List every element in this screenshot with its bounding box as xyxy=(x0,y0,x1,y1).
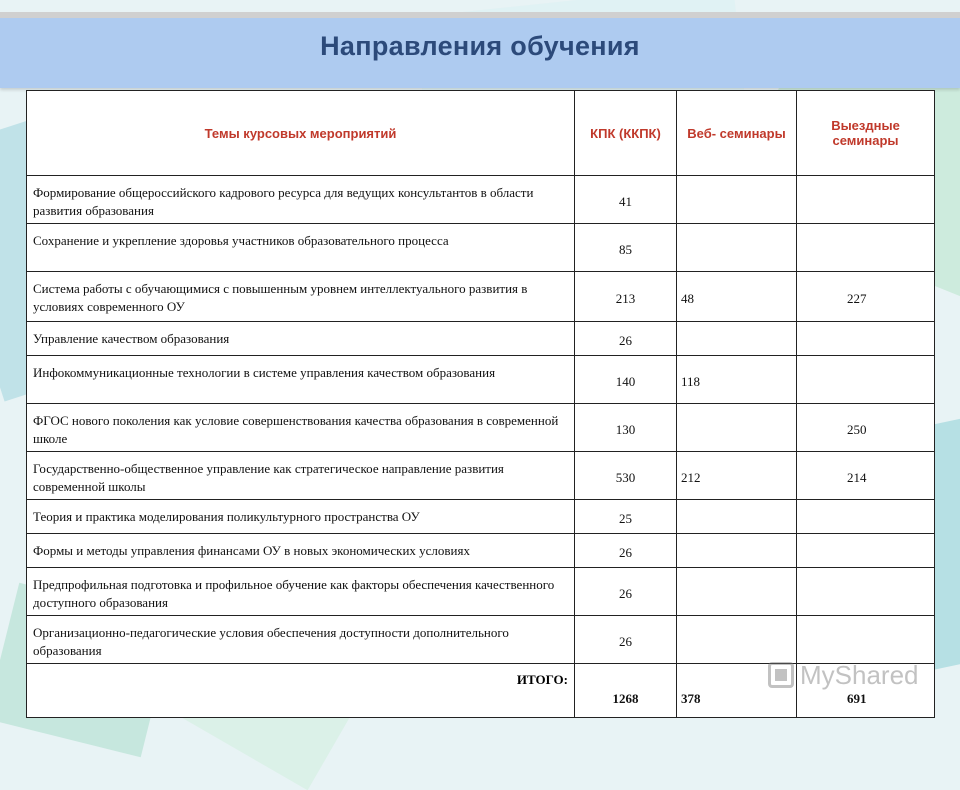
total-field: 691 xyxy=(797,664,935,718)
cell-topic: Управление качеством образования xyxy=(27,322,575,356)
cell-web xyxy=(677,534,797,568)
cell-field xyxy=(797,568,935,616)
cell-field: 250 xyxy=(797,404,935,452)
cell-field xyxy=(797,500,935,534)
table-row xyxy=(27,568,935,616)
cell-kpk: 26 xyxy=(575,616,677,664)
header-field-seminars: Выездные семинары xyxy=(797,91,935,176)
cell-kpk: 26 xyxy=(575,534,677,568)
table-row xyxy=(27,224,935,272)
cell-field xyxy=(797,176,935,224)
cell-kpk: 26 xyxy=(575,322,677,356)
total-label: ИТОГО: xyxy=(27,664,575,718)
table-row xyxy=(27,272,935,322)
page-title: Направления обучения xyxy=(320,31,640,61)
cell-kpk: 140 xyxy=(575,356,677,404)
cell-web xyxy=(677,568,797,616)
cell-web xyxy=(677,224,797,272)
watermark-text: MyShared xyxy=(800,659,919,690)
total-kpk: 1268 xyxy=(575,664,677,718)
header-topic: Темы курсовых мероприятий xyxy=(27,91,575,176)
cell-kpk: 26 xyxy=(575,568,677,616)
table-row xyxy=(27,356,935,404)
watermark xyxy=(768,655,919,695)
table-row xyxy=(27,176,935,224)
cell-field: 227 xyxy=(797,272,935,322)
cell-kpk: 213 xyxy=(575,272,677,322)
table-header-row xyxy=(27,91,935,176)
total-web: 378 xyxy=(677,664,797,718)
cell-kpk: 85 xyxy=(575,224,677,272)
cell-topic: Формирование общероссийского кадрового ресурса для ведущих консультантов в области развития образования xyxy=(27,176,575,224)
cell-field xyxy=(797,224,935,272)
cell-topic: Теория и практика моделирования поликультурного пространства ОУ xyxy=(27,500,575,534)
cell-web: 118 xyxy=(677,356,797,404)
cell-web xyxy=(677,404,797,452)
cell-web: 48 xyxy=(677,272,797,322)
cell-field xyxy=(797,322,935,356)
cell-topic: Государственно-общественное управление как стратегическое направление развития современной школы xyxy=(27,452,575,500)
table-row xyxy=(27,322,935,356)
header-kpk: КПК (ККПК) xyxy=(575,91,677,176)
title-bar xyxy=(0,18,960,88)
cell-web xyxy=(677,500,797,534)
cell-topic: Организационно-педагогические условия обеспечения доступности дополнительного образования xyxy=(27,616,575,664)
cell-topic: Сохранение и укрепление здоровья участников образовательного процесса xyxy=(27,224,575,272)
cell-web xyxy=(677,322,797,356)
presentation-icon xyxy=(768,662,794,688)
cell-topic: ФГОС нового поколения как условие совершенствования качества образования в современной школе xyxy=(27,404,575,452)
courses-table xyxy=(26,90,935,718)
cell-field xyxy=(797,356,935,404)
cell-web xyxy=(677,176,797,224)
cell-kpk: 25 xyxy=(575,500,677,534)
cell-topic: Система работы с обучающимися с повышенным уровнем интеллектуального развития в условиях современного ОУ xyxy=(27,272,575,322)
cell-topic: Инфокоммуникационные технологии в системе управления качеством образования xyxy=(27,356,575,404)
table-row xyxy=(27,452,935,500)
header-web-seminars: Веб- семинары xyxy=(677,91,797,176)
cell-field xyxy=(797,534,935,568)
cell-kpk: 530 xyxy=(575,452,677,500)
table-row xyxy=(27,534,935,568)
table-row xyxy=(27,404,935,452)
cell-topic: Формы и методы управления финансами ОУ в новых экономических условиях xyxy=(27,534,575,568)
table-row xyxy=(27,500,935,534)
cell-kpk: 41 xyxy=(575,176,677,224)
courses-table-container xyxy=(26,90,934,718)
cell-kpk: 130 xyxy=(575,404,677,452)
cell-topic: Предпрофильная подготовка и профильное обучение как факторы обеспечения качественного доступного образования xyxy=(27,568,575,616)
cell-web: 212 xyxy=(677,452,797,500)
cell-field: 214 xyxy=(797,452,935,500)
